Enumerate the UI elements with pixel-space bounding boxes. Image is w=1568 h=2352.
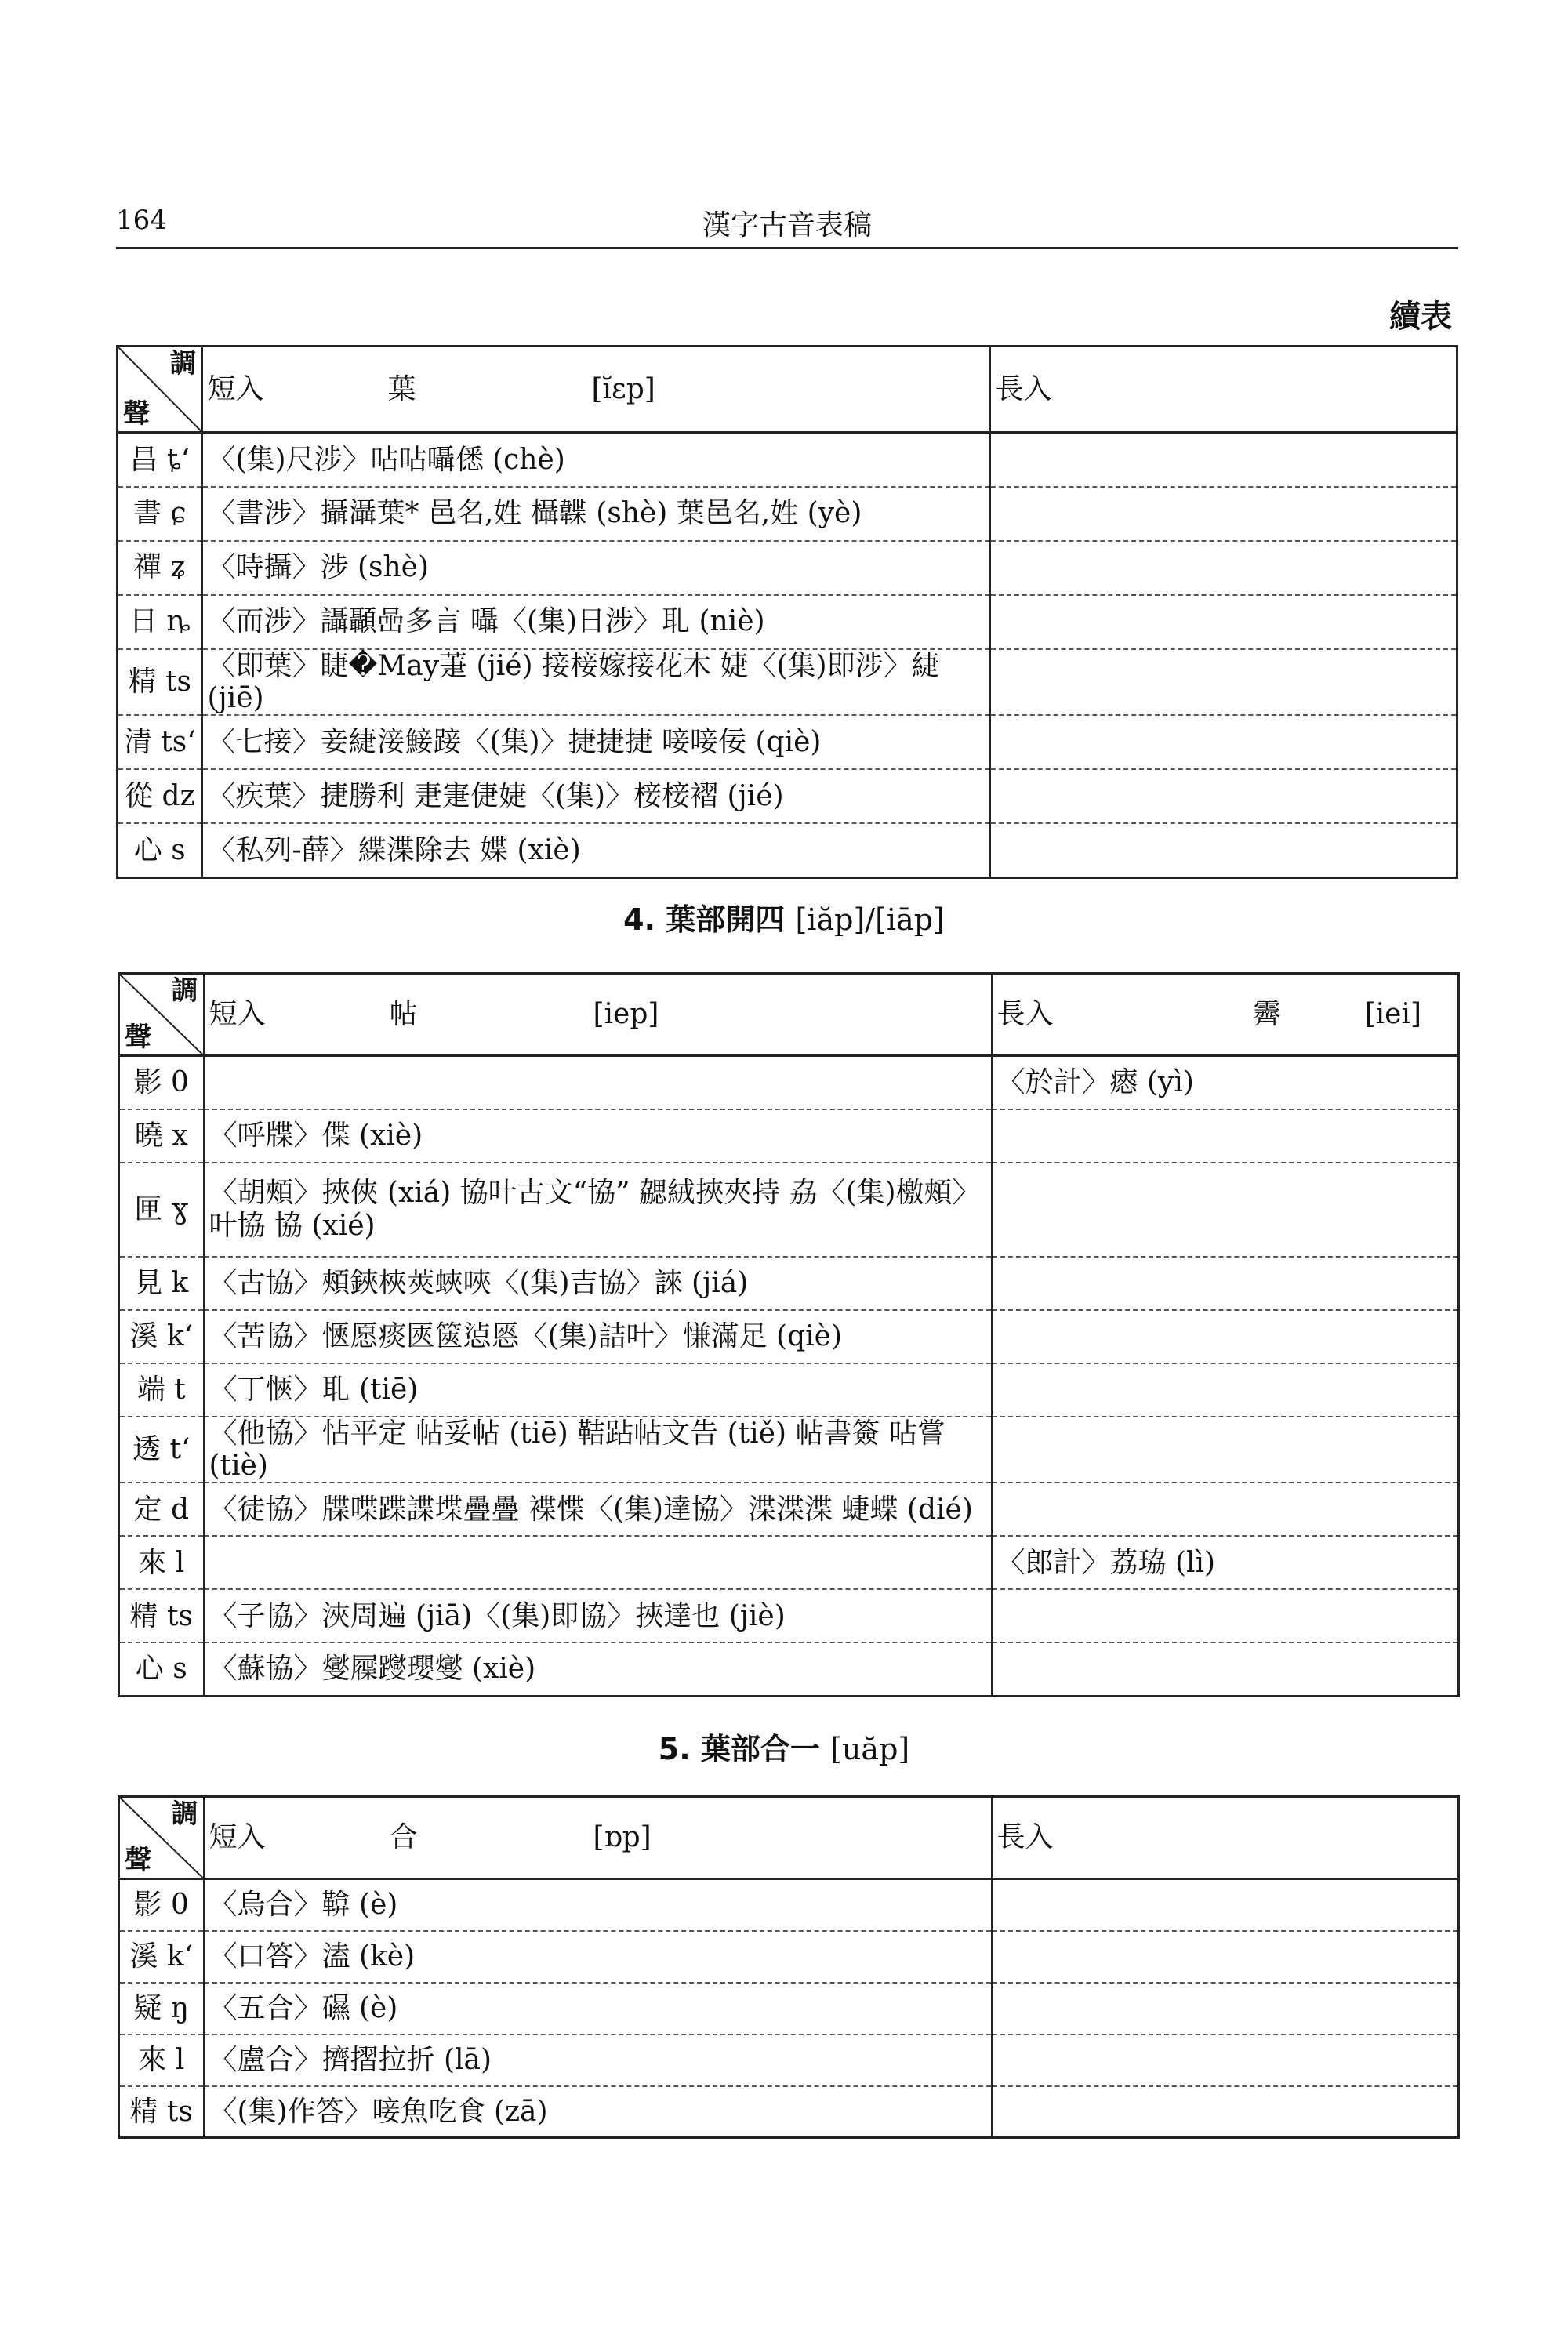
long-entering-header [990,347,1457,433]
table-row [118,823,1457,877]
table-row [119,1363,1459,1417]
page-number: 164 [116,205,167,236]
long-cell [990,823,1457,877]
initial-cell: 溪 kʻ [119,1310,204,1363]
table-row [119,1310,1459,1363]
initial-cell: 日 ȵ [118,595,202,649]
table-row [119,1983,1459,2034]
long-cell [990,595,1457,649]
table-row [118,649,1457,716]
initial-cell: 影 0 [119,1056,204,1109]
table-row [119,1257,1459,1310]
initial-label: 聲 [123,397,150,430]
short-cell: 〈丁愜〉耴 (tiē) [204,1363,992,1417]
long-cell [992,1642,1459,1696]
initial-cell: 見 k [119,1257,204,1310]
continued-label: 續表 [1389,298,1452,335]
long-cell: 〈於計〉瘱 (yì) [992,1056,1459,1109]
table-row [119,1589,1459,1642]
section-title-text: 4. 葉部開四 [623,902,786,937]
initial-cell: 溪 kʻ [119,1931,204,1983]
short-label: 短入 [207,372,264,405]
short-ipa: [ɒp] [593,1821,652,1854]
long-cell [992,1589,1459,1642]
initial-cell: 來 l [119,2034,204,2086]
initial-cell: 清 tsʻ [118,715,202,769]
long-cell [990,487,1457,541]
short-entering-header [204,1797,992,1879]
table-row [118,433,1457,487]
short-cell: 〈五合〉礘 (è) [204,1983,992,2034]
short-entering-header [202,347,990,433]
initial-cell: 匣 ɣ [119,1163,204,1257]
initial-cell: 定 d [119,1483,204,1536]
long-label: 長入 [996,998,1054,1031]
table-header-row [119,974,1459,1056]
short-cell: 〈時攝〉涉 (shè) [202,541,990,595]
tone-initial-corner [119,974,204,1056]
initial-cell: 精 ts [119,2086,204,2138]
table-row [118,715,1457,769]
long-label: 長入 [995,372,1052,405]
long-cell: 〈郎計〉荔珕 (lì) [992,1536,1459,1589]
long-cell [990,649,1457,716]
short-ipa: [iep] [593,998,659,1031]
long-cell [992,1109,1459,1163]
short-cell: 〈蘇協〉燮屧躞瓔燮 (xiè) [204,1642,992,1696]
short-ipa: [ĭɛp] [591,372,655,405]
long-cell [992,2086,1459,2138]
table-row [118,595,1457,649]
long-cell [992,1163,1459,1257]
long-cell [992,1879,1459,1931]
long-cell [992,1363,1459,1417]
initial-cell: 精 ts [118,649,202,716]
initial-cell: 心 s [119,1642,204,1696]
initial-cell: 昌 ȶʻ [118,433,202,487]
long-cell [992,1983,1459,2034]
short-cell [204,1056,992,1109]
long-entering-header [992,974,1459,1056]
initial-label: 聲 [125,1844,151,1876]
table-row [119,1163,1459,1257]
short-rime: 合 [389,1821,418,1854]
long-rime: 霽 [1253,998,1282,1031]
table-header-row [119,1797,1459,1879]
initial-cell: 精 ts [119,1589,204,1642]
long-entering-header [992,1797,1459,1879]
short-cell: 〈古協〉頰鋏梜莢蛺唊〈(集)吉協〉誺 (jiá) [204,1257,992,1310]
table-row [119,1642,1459,1696]
long-cell [992,1310,1459,1363]
short-cell: 〈七接〉妾緁淁鯜踥〈(集)〉捷捷捷 唼唼佞 (qiè) [202,715,990,769]
short-cell: 〈書涉〉攝灄葉* 邑名,姓 欇韘 (shè) 葉邑名,姓 (yè) [202,487,990,541]
initial-cell: 曉 x [119,1109,204,1163]
table-row [119,2034,1459,2086]
initial-cell: 來 l [119,1536,204,1589]
short-cell: 〈即葉〉睫�May萐 (jié) 接椄嫁接花木 婕〈(集)即涉〉緁 (jiē) [202,649,990,716]
short-cell: 〈口答〉溘 (kè) [204,1931,992,1983]
tone-initial-corner [119,1797,204,1879]
long-ipa: [iei] [1364,998,1421,1031]
rime-table-3 [118,1795,1460,2139]
long-cell [992,2034,1459,2086]
table-header-row [118,347,1457,433]
table-row [118,769,1457,823]
section-title-4 [0,895,1568,938]
table-row [119,1483,1459,1536]
initial-cell: 影 0 [119,1879,204,1931]
short-entering-header [204,974,992,1056]
long-cell [992,1483,1459,1536]
tone-initial-corner [118,347,202,433]
long-cell [990,715,1457,769]
tone-label: 調 [169,348,197,379]
section-title-text: 5. 葉部合一 [658,1732,820,1766]
tone-label: 調 [171,975,198,1007]
short-cell: 〈胡頰〉挾俠 (xiá) 協叶古文“協” 勰絨挾夾持 劦〈(集)檄頰〉叶協 協 (xié) [204,1163,992,1257]
initial-cell: 疑 ŋ [119,1983,204,2034]
long-cell [990,769,1457,823]
table-row [119,1417,1459,1483]
section-title-ipa: [uăp] [830,1732,910,1766]
tone-label: 調 [171,1798,198,1830]
table-row [119,1109,1459,1163]
table-row [119,2086,1459,2138]
table-row [118,541,1457,595]
table-row [119,1879,1459,1931]
rime-table-2 [118,972,1460,1697]
running-title: 漢字古音表稿 [702,209,872,241]
rime-table-1 [116,345,1458,879]
table-row [119,1931,1459,1983]
initial-cell: 書 ɕ [118,487,202,541]
initial-cell: 禪 ʑ [118,541,202,595]
long-label: 長入 [996,1821,1054,1854]
short-cell: 〈呼牒〉偞 (xiè) [204,1109,992,1163]
short-cell: 〈而涉〉讘顳喦多言 囁〈(集)日涉〉耴 (niè) [202,595,990,649]
section-title-5 [0,1725,1568,1768]
initial-cell: 心 s [118,823,202,877]
short-cell: 〈他協〉怗平定 帖妥帖 (tiē) 鞊跕帖文告 (tiě) 帖書簽 呫嘗 (tiè) [204,1417,992,1483]
initial-cell: 透 tʻ [119,1417,204,1483]
initial-cell: 端 t [119,1363,204,1417]
initial-cell: 從 dz [118,769,202,823]
long-cell [990,541,1457,595]
short-cell [204,1536,992,1589]
short-cell: 〈(集)尺涉〉呫呫囁僁 (chè) [202,433,990,487]
table-row [119,1536,1459,1589]
short-cell: 〈私列-薛〉緤渫除去 媟 (xiè) [202,823,990,877]
short-rime: 葉 [387,372,416,405]
long-cell [990,433,1457,487]
table-row [119,1056,1459,1109]
initial-label: 聲 [125,1021,151,1053]
short-label: 短入 [209,1821,266,1854]
short-rime: 帖 [389,998,418,1031]
long-cell [992,1417,1459,1483]
short-cell: 〈烏合〉鞥 (è) [204,1879,992,1931]
short-cell: 〈(集)作答〉唼魚吃食 (zā) [204,2086,992,2138]
short-cell: 〈疾葉〉捷勝利 疌寁倢婕〈(集)〉椄椄褶 (jié) [202,769,990,823]
short-cell: 〈徒協〉牒喋蹀諜堞疊疊 褋惵〈(集)達協〉渫渫渫 蜨蝶 (dié) [204,1483,992,1536]
section-title-ipa: [iăp]/[iāp] [795,902,945,937]
page-header [116,200,1458,249]
short-cell: 〈盧合〉擠摺拉折 (lā) [204,2034,992,2086]
long-cell [992,1931,1459,1983]
short-cell: 〈子協〉浹周遍 (jiā)〈(集)即協〉挾達也 (jiè) [204,1589,992,1642]
long-cell [992,1257,1459,1310]
short-cell: 〈苦協〉愜愿痰匧篋惉㥦〈(集)詰叶〉慊滿足 (qiè) [204,1310,992,1363]
table-row [118,487,1457,541]
short-label: 短入 [209,998,266,1031]
